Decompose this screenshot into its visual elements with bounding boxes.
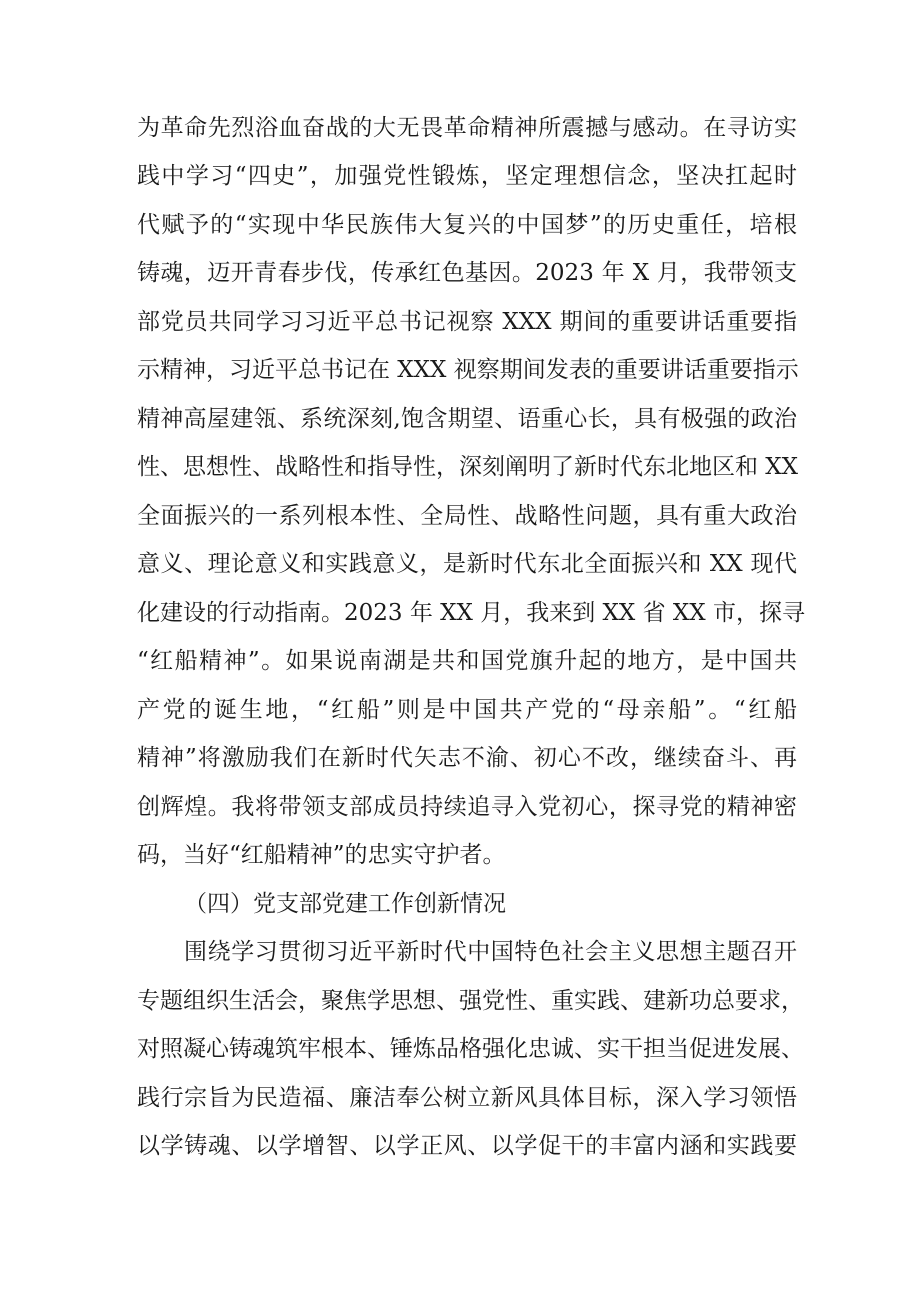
text-line: 码，当好“红船精神”的忠实守护者。 [137,842,506,868]
text-line: 为革命先烈浴血奋战的大无畏革命精神所震撼与感动。在寻访实 [137,115,797,141]
text-line: “红船精神”。如果说南湖是共和国党旗升起的地方，是中国共 [137,648,797,674]
text-line: 精神高屋建瓴、系统深刻,饱含期望、语重心长，具有极强的政治 [137,406,797,432]
text-line: 以学铸魂、以学增智、以学正风、以学促干的丰富内涵和实践要 [137,1133,797,1159]
text-line: 示精神，习近平总书记在 XXX 视察期间发表的重要讲话重要指示 [137,357,799,383]
text-line: 代赋予的“实现中华民族伟大复兴的中国梦”的历史重任，培根 [137,212,797,238]
text-line: 全面振兴的一系列根本性、全局性、战略性问题，具有重大政治 [137,503,797,529]
text-line: 围绕学习贯彻习近平新时代中国特色社会主义思想主题召开 [184,939,797,965]
text-line: 践中学习“四史”，加强党性锻炼，坚定理想信念，坚决扛起时 [137,163,797,189]
text-line: 意义、理论意义和实践意义，是新时代东北全面振兴和 XX 现代 [137,551,797,577]
text-line: 精神”将激励我们在新时代矢志不渝、初心不改，继续奋斗、再 [137,745,797,771]
text-line: 铸魂，迈开青春步伐，传承红色基因。2023 年 X 月，我带领支 [137,260,797,286]
text-line: 创辉煌。我将带领支部成员持续追寻入党初心，探寻党的精神密 [137,794,797,820]
text-line: 产党的诞生地，“红船”则是中国共产党的“母亲船”。“红船 [137,697,797,723]
text-line: 化建设的行动指南。2023 年 XX 月，我来到 XX 省 XX 市，探寻 [137,600,805,626]
text-line: 专题组织生活会，聚焦学思想、强党性、重实践、建新功总要求， [137,988,804,1014]
text-line: 对照凝心铸魂筑牢根本、锤炼品格强化忠诚、实干担当促进发展、 [137,1036,804,1062]
section-heading: （四）党支部党建工作创新情况 [184,891,506,917]
text-line: 部党员共同学习习近平总书记视察 XXX 期间的重要讲话重要指 [137,309,797,335]
text-line: 性、思想性、战略性和指导性，深刻阐明了新时代东北地区和 XX [137,454,799,480]
text-line: 践行宗旨为民造福、廉洁奉公树立新风具体目标，深入学习领悟 [137,1085,797,1111]
